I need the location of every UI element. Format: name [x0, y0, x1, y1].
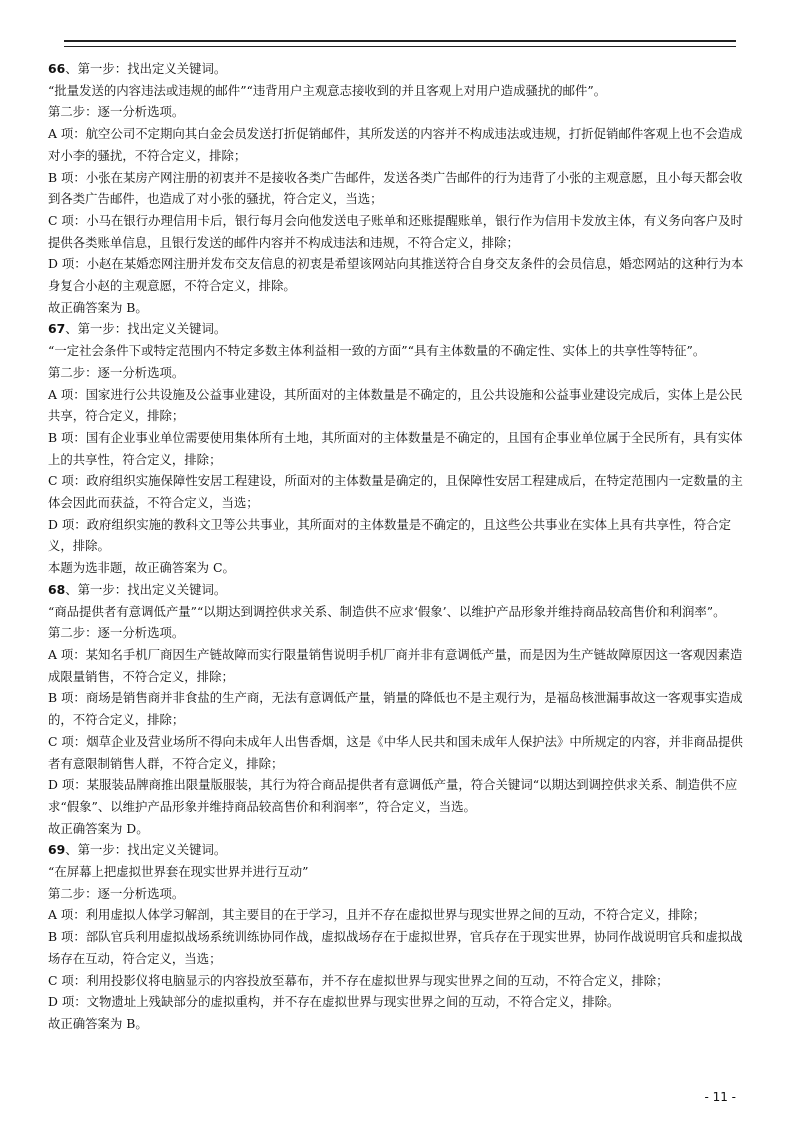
option-c: C 项：小马在银行办理信用卡后，银行每月会向他发送电子账单和还账提醒账单，银行作为信用卡发放主体，有义务向客户及时提供各类账单信息，且银行发送的邮件内容并不构成违法和违规，不符合定义，排除； [48, 212, 743, 250]
question-67 [48, 318, 748, 578]
answer-line: 故正确答案为 D。 [48, 820, 149, 836]
question-number: 69 [48, 842, 66, 858]
option-c: C 项：政府组织实施保障性安居工程建设，所面对的主体数量是确定的，且保障性安居工程建成后，在特定范围内一定数量的主体会因此而获益，不符合定义，当选； [48, 473, 743, 511]
keywords-line: “商品提供者有意调低产量”“以期达到调控供求关系、制造供不应求‘假象’、以维护产品形象并维持商品较高售价和利润率”。 [48, 603, 726, 619]
step2-line: 第二步：逐一分析选项。 [48, 364, 185, 380]
option-c: C 项：烟草企业及营业场所不得向未成年人出售香烟，这是《中华人民共和国未成年人保护法》中所规定的内容，并非商品提供者有意限制销售人群，不符合定义，排除； [48, 733, 743, 771]
page-number: - 11 - [704, 1090, 736, 1104]
step1-line: 69、第一步：找出定义关键词。 [48, 842, 227, 858]
question-number: 66 [48, 61, 66, 76]
step1-line: 66、第一步：找出定义关键词。 [48, 61, 227, 76]
question-66 [48, 58, 748, 318]
option-b: B 项：商场是销售商并非食盐的生产商，无法有意调低产量，销量的降低也不是主观行为，是福岛核泄漏事故这一客观事实造成的，不符合定义，排除； [48, 690, 743, 728]
answer-line: 故正确答案为 B。 [48, 1015, 148, 1031]
option-d: D 项：文物遗址上残缺部分的虚拟重构，并不存在虚拟世界与现实世界之间的互动，不符合定义，排除。 [48, 994, 620, 1010]
option-d: D 项：政府组织实施的教科文卫等公共事业，其所面对的主体数量是不确定的，且这些公共事业在实体上具有共享性，符合定义，排除。 [48, 516, 731, 554]
option-d: D 项：某服装品牌商推出限量版服装，其行为符合商品提供者有意调低产量，符合关键词“以期达到调控供求关系、制造供不应求“假象”、以维护产品形象并维持商品较高售价和利润率”，符合定义，当选。 [48, 777, 738, 814]
document-body [48, 58, 748, 1035]
option-a: A 项：某知名手机厂商因生产链故障而实行限量销售说明手机厂商并非有意调低产量，而是因为生产链故障原因这一客观因素造成限量销售，不符合定义，排除； [48, 646, 743, 684]
step2-line: 第二步：逐一分析选项。 [48, 885, 185, 901]
keywords-line: “一定社会条件下或特定范围内不特定多数主体利益相一致的方面”“具有主体数量的不确定性、实体上的共享性等特征”。 [48, 343, 706, 359]
step1-line: 68、第一步：找出定义关键词。 [48, 581, 227, 597]
keywords-line: “批量发送的内容违法或违规的邮件”“违背用户主观意志接收到的并且客观上对用户造成骚扰的邮件”。 [48, 82, 607, 98]
answer-line: 本题为选非题，故正确答案为 C。 [48, 560, 235, 576]
keywords-line: “在屏幕上把虚拟世界套在现实世界并进行互动” [48, 864, 309, 880]
question-number: 68 [48, 581, 66, 597]
step2-line: 第二步：逐一分析选项。 [48, 104, 185, 120]
header-rule-thick [64, 40, 736, 42]
option-a: A 项：国家进行公共设施及公益事业建设，其所面对的主体数量是不确定的，且公共设施和公益事业建设完成后，实体上是公民共享，符合定义，排除； [48, 386, 743, 424]
option-a: A 项：利用虚拟人体学习解剖，其主要目的在于学习，且并不存在虚拟世界与现实世界之间的互动，不符合定义，排除； [48, 907, 706, 923]
answer-line: 故正确答案为 B。 [48, 299, 148, 315]
option-b: B 项：国有企业事业单位需要使用集体所有土地，其所面对的主体数量是不确定的，且国有企事业单位属于全民所有，具有实体上的共享性，符合定义，排除； [48, 429, 743, 467]
option-d: D 项：小赵在某婚恋网注册并发布交友信息的初衷是希望该网站向其推送符合自身交友条件的会员信息，婚恋网站的这种行为本身复合小赵的主观意愿，不符合定义，排除。 [48, 256, 744, 294]
option-c: C 项：利用投影仪将电脑显示的内容投放至幕布，并不存在虚拟世界与现实世界之间的互动，不符合定义，排除； [48, 972, 669, 988]
option-a: A 项：航空公司不定期向其白金会员发送打折促销邮件，其所发送的内容并不构成违法或违规，打折促销邮件客观上也不会造成对小李的骚扰，不符合定义，排除； [48, 126, 743, 163]
question-69 [48, 839, 748, 1034]
option-b: B 项：部队官兵利用虚拟战场系统训练协同作战，虚拟战场存在于虚拟世界，官兵存在于现实世界，协同作战说明官兵和虚拟战场存在互动，符合定义，当选； [48, 929, 743, 966]
step1-line: 67、第一步：找出定义关键词。 [48, 321, 227, 337]
question-68 [48, 579, 748, 839]
step2-line: 第二步：逐一分析选项。 [48, 625, 185, 641]
question-number: 67 [48, 321, 66, 337]
header-rule-thin [64, 46, 736, 47]
option-b: B 项：小张在某房产网注册的初衷并不是接收各类广告邮件，发送各类广告邮件的行为违背了小张的主观意愿，且小每天都会收到各类广告邮件，也造成了对小张的骚扰，符合定义，当选； [48, 169, 743, 207]
